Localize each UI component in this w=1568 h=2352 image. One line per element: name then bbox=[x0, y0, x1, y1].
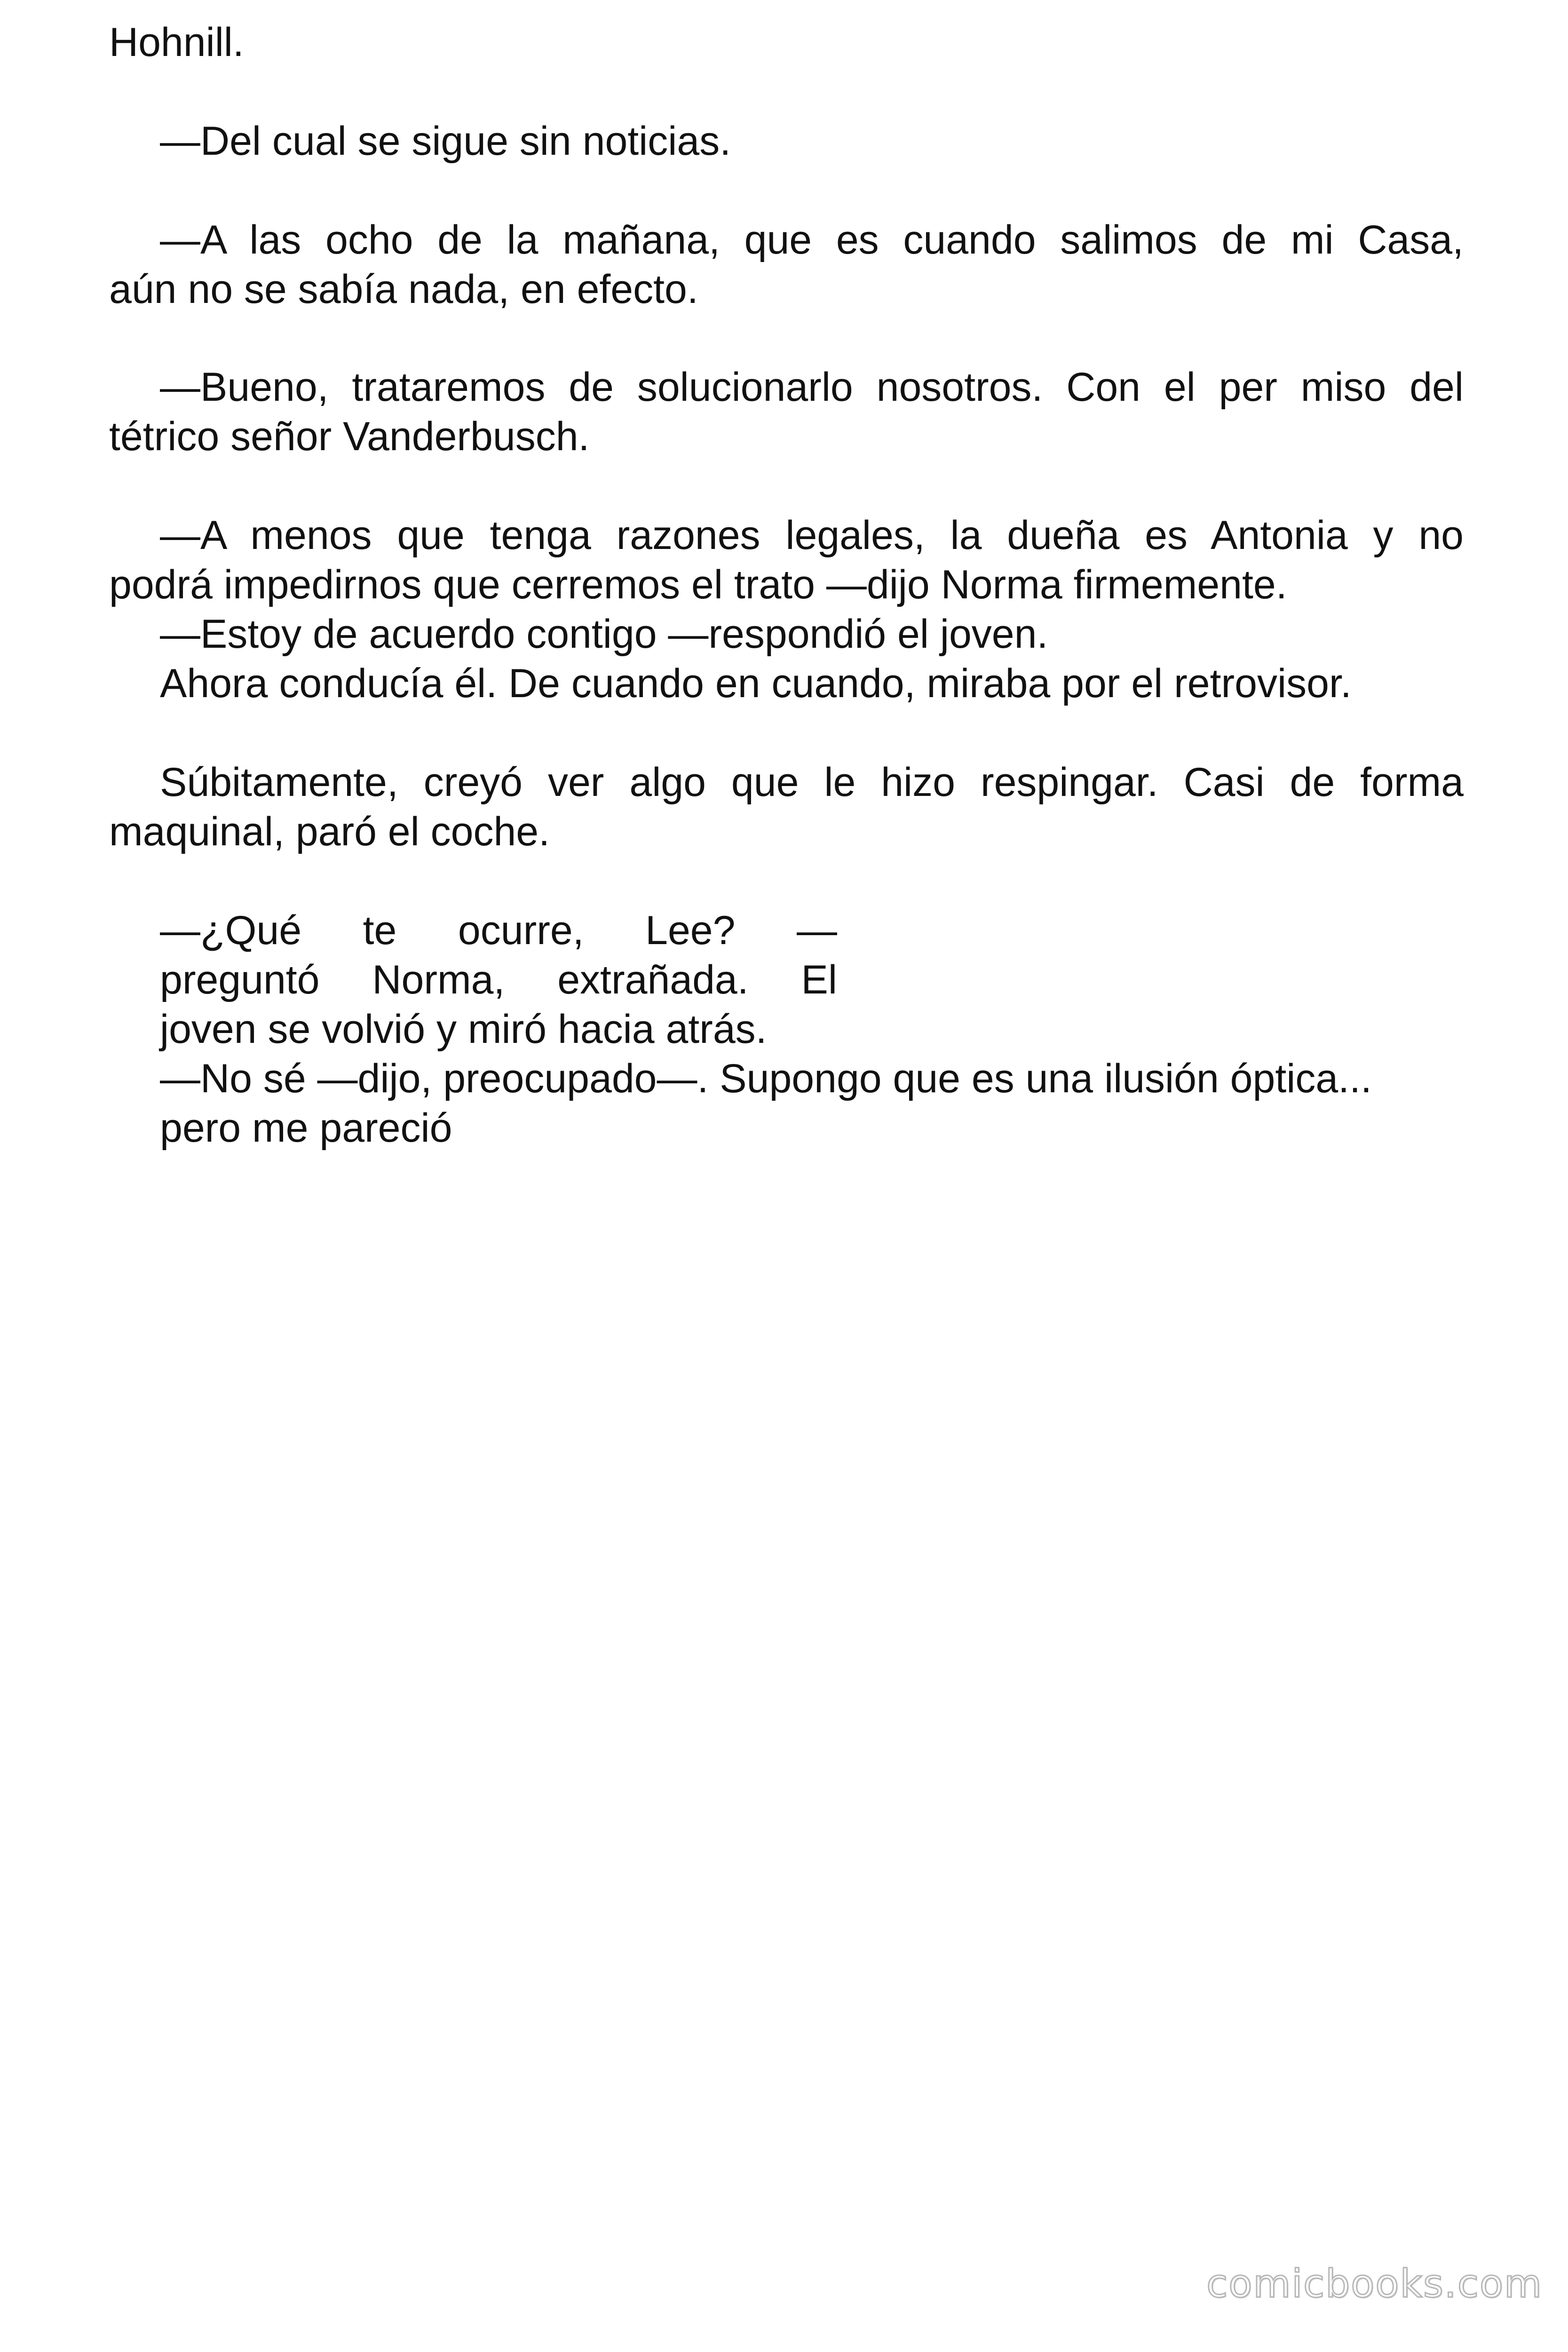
text-line: —No sé —dijo, preocupado—. Supongo que es una ilusión óptica... bbox=[160, 1056, 1372, 1101]
text-line: tétrico señor Vanderbusch. bbox=[109, 414, 590, 459]
text-line: Ahora conducía él. De cuando en cuando, miraba por el retrovisor. bbox=[160, 661, 1352, 706]
text-line: Hohnill. bbox=[109, 20, 244, 65]
text-line: podrá impedirnos que cerremos el trato —dijo Norma firmemente. bbox=[109, 562, 1287, 607]
text-line: —Del cual se sigue sin noticias. bbox=[160, 119, 731, 164]
text-line: —A menos que tenga razones legales, la dueña es Antonia y no bbox=[160, 513, 1464, 558]
text-line: preguntó Norma, extrañada. El bbox=[160, 957, 837, 1002]
text-line: Súbitamente, creyó ver algo que le hizo respingar. Casi de forma bbox=[160, 760, 1464, 805]
text-line: —Estoy de acuerdo contigo —respondió el joven. bbox=[160, 612, 1048, 657]
text-line: joven se volvió y miró hacia atrás. bbox=[160, 1007, 767, 1052]
watermark-logo: comicbooks.com bbox=[1206, 2262, 1543, 2306]
text-line: —¿Qué te ocurre, Lee? — bbox=[160, 908, 837, 953]
text-line: —Bueno, trataremos de solucionarlo nosotros. Con el per miso del bbox=[160, 365, 1464, 410]
text-line: maquinal, paró el coche. bbox=[109, 809, 550, 854]
text-line: pero me pareció bbox=[160, 1105, 452, 1151]
text-line: aún no se sabía nada, en efecto. bbox=[109, 267, 698, 312]
text-line: —A las ocho de la mañana, que es cuando salimos de mi Casa, bbox=[160, 217, 1464, 262]
